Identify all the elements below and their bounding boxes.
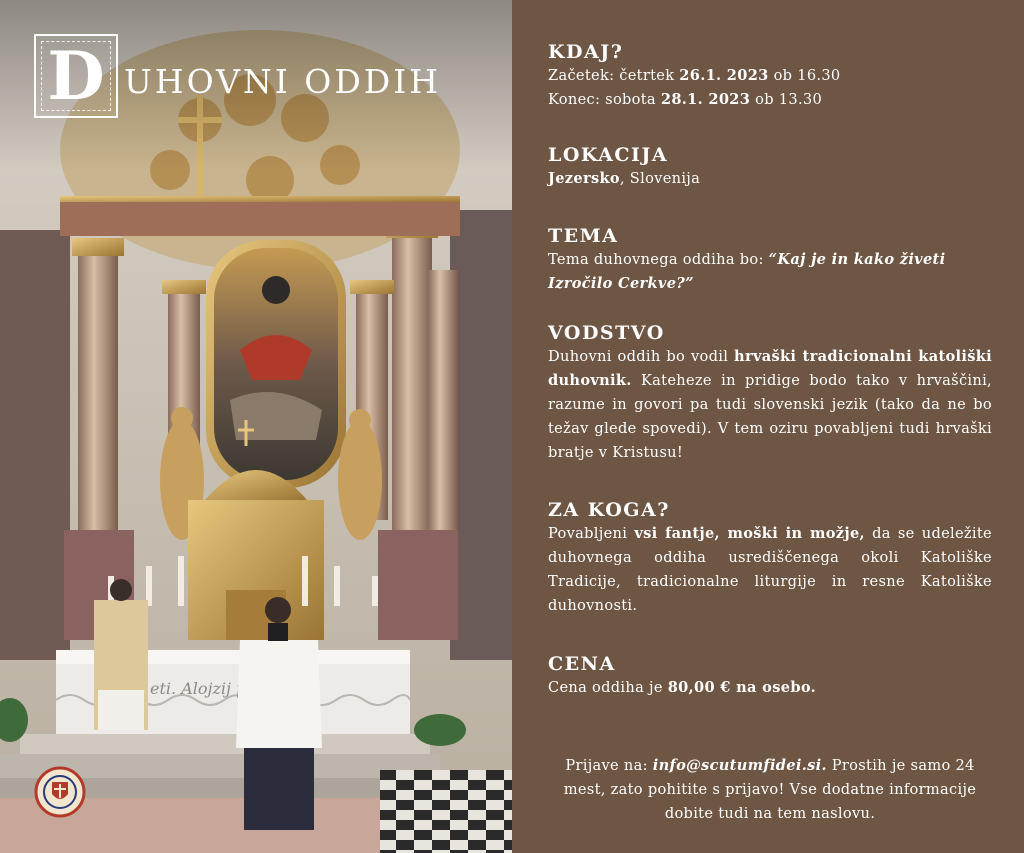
registration-note <box>548 754 992 826</box>
end-time: ob 13.30 <box>750 91 823 108</box>
leadership-text-2: Kateheze in pridige bodo tako v hrvaščini, razume in govori pa tudi slovenski jezik (tako da ne bo težav glede spovedi). V tem oziru povabljeni tudi hrvaški bratje v Kristusu! <box>548 372 992 461</box>
audience-highlight: vsi fantje, moški in možje, <box>634 525 865 542</box>
section-when <box>548 40 992 112</box>
theme-heading: TEMA <box>548 225 619 247</box>
price-label: Cena oddiha je <box>548 679 668 696</box>
ornate-initial-d-icon <box>34 34 118 118</box>
title-text: UHOVNI ODDIH <box>124 61 442 101</box>
location-country: , Slovenija <box>619 170 701 187</box>
section-price <box>548 652 992 700</box>
leadership-text <box>548 345 992 465</box>
start-date: 26.1. 2023 <box>679 67 769 84</box>
end-line <box>548 88 992 112</box>
theme-intro: Tema duhovnega oddiha bo: <box>548 251 769 268</box>
leadership-heading: VODSTVO <box>548 322 665 344</box>
title-initial: D <box>47 37 105 115</box>
end-label: Konec: sobota <box>548 91 661 108</box>
leadership-highlight: hrvaški tradicionalni katoliški duhovnik. <box>548 348 992 389</box>
start-label: Začetek: četrtek <box>548 67 680 84</box>
end-date: 28.1. 2023 <box>660 91 751 108</box>
when-heading: KDAJ? <box>548 41 624 63</box>
leadership-text-1: Duhovni oddih bo vodil <box>548 348 735 365</box>
location-heading: LOKACIJA <box>548 144 669 166</box>
section-audience <box>548 498 992 618</box>
audience-text-1: Povabljeni <box>548 525 635 542</box>
price-amount: 80,00 € na osebo. <box>667 679 816 696</box>
start-time: ob 16.30 <box>768 67 841 84</box>
section-leadership <box>548 321 992 465</box>
price-heading: CENA <box>548 653 616 675</box>
section-theme <box>548 224 992 296</box>
audience-text-2: da se udeležite duhovnega oddiha usrediščenega okoli Katoliške Tradicije, tradicionalne liturgije in resne Katoliške duhovnosti. <box>548 525 992 614</box>
section-location <box>548 143 992 191</box>
location-line <box>548 167 992 191</box>
price-text <box>548 676 992 700</box>
registration-label: Prijave na: <box>565 757 653 774</box>
audience-heading: ZA KOGA? <box>548 499 670 521</box>
theme-text <box>548 248 992 296</box>
registration-email[interactable]: info@scutumfidei.si. <box>652 757 827 774</box>
scutum-fidei-seal-icon <box>34 766 86 818</box>
start-line <box>548 64 992 88</box>
location-place: Jezersko <box>548 170 620 187</box>
theme-quote: “Kaj je in kako živeti Izročilo Cerkve?” <box>548 251 946 292</box>
registration-details: Prostih je samo 24 mest, zato pohitite s prijavo! Vse dodatne informacije dobite tudi na tem naslovu. <box>563 757 977 822</box>
page-title <box>34 34 441 118</box>
audience-text <box>548 522 992 618</box>
